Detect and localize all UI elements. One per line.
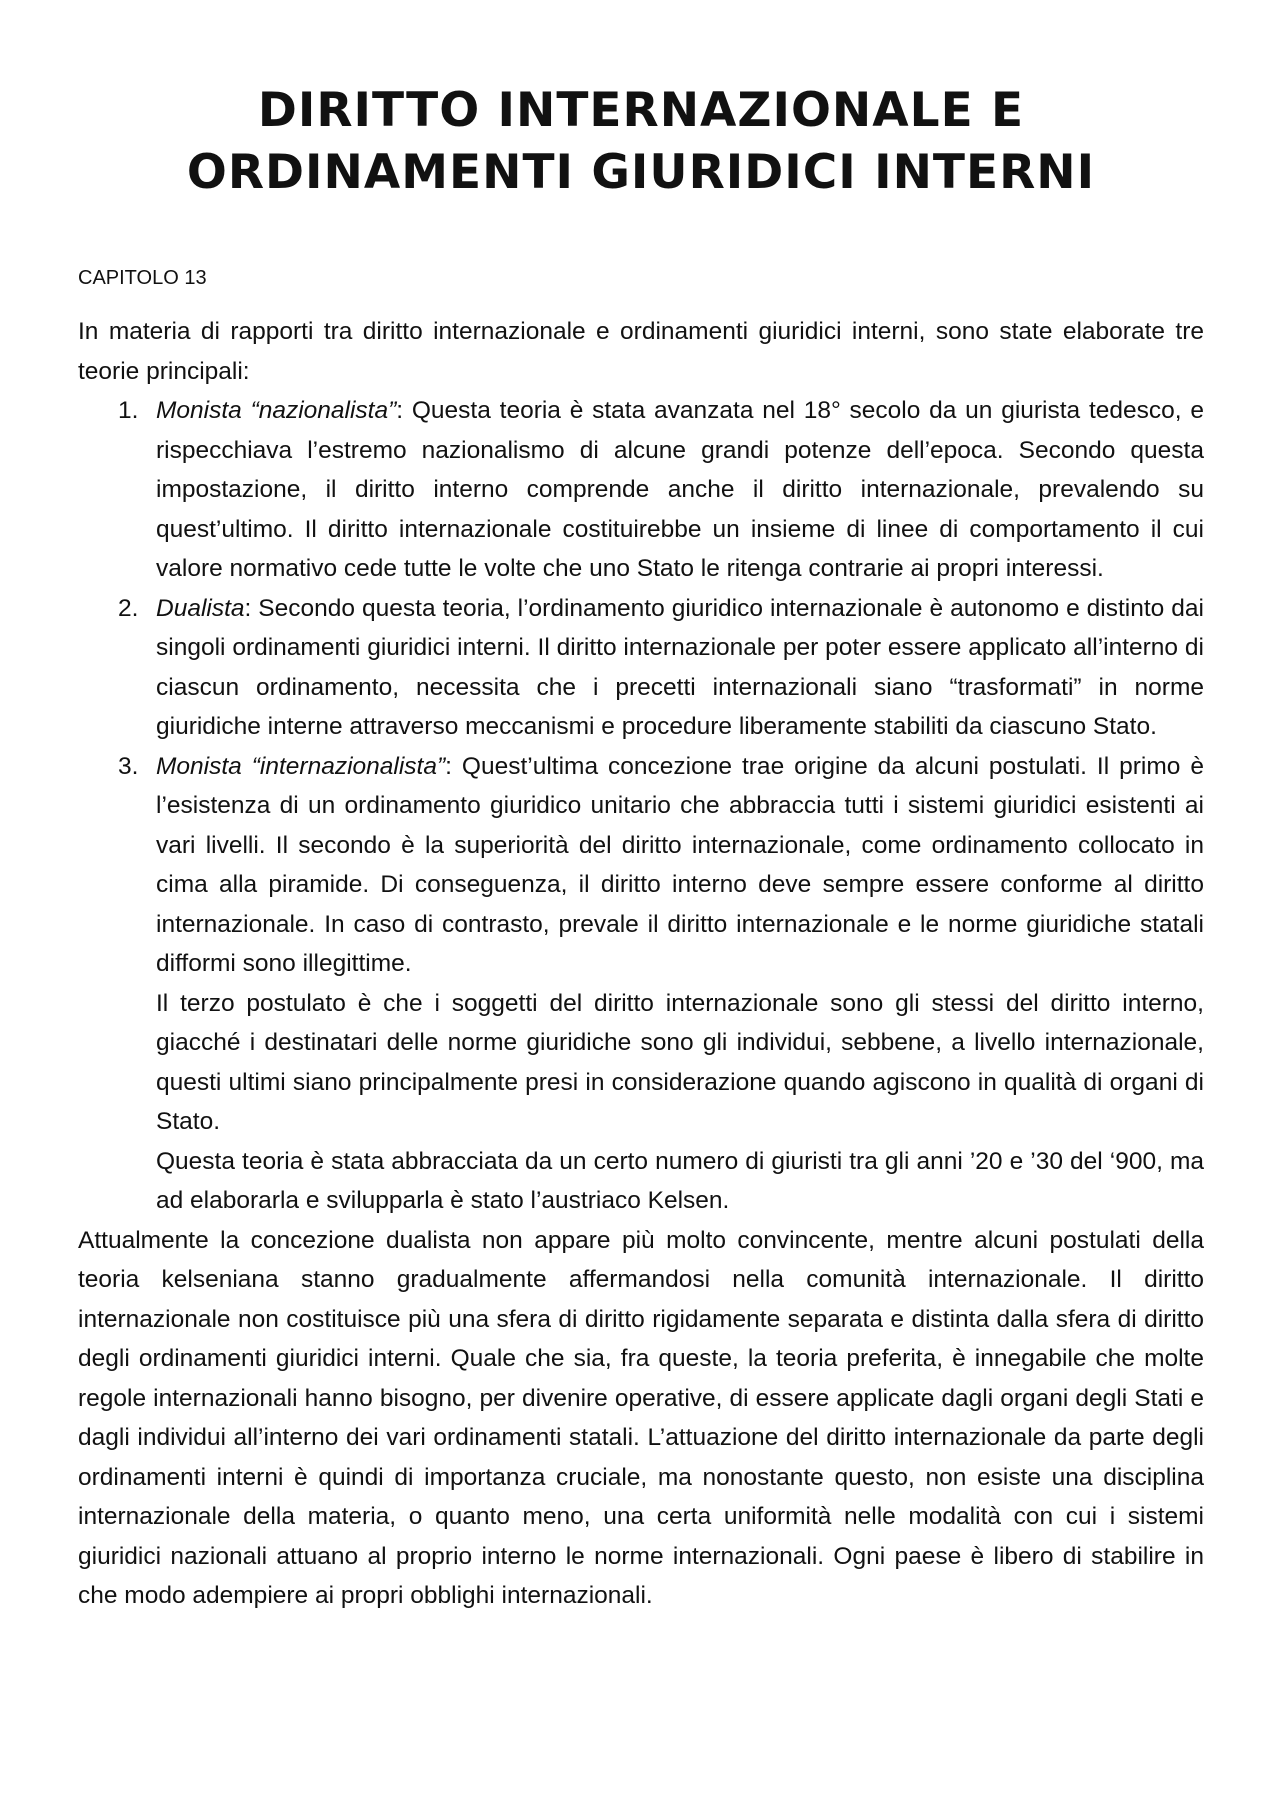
theory-3-continuation-paragraph: Questa teoria è stata abbracciata da un certo numero di giuristi tra gli anni ’20 e ’30 del ‘900, ma ad elaborarla e svilupparla è stato l’austriaco Kelsen.	[156, 1147, 1204, 1214]
intro-paragraph: In materia di rapporti tra diritto internazionale e ordinamenti giuridici interni, sono state elaborate tre teorie principali:	[78, 318, 1204, 385]
title-line-1: DIRITTO INTERNAZIONALE E	[257, 83, 1025, 138]
theory-name: Monista “nazionalista”	[156, 397, 397, 424]
theories-list	[78, 391, 1204, 984]
conclusion-paragraph: Attualmente la concezione dualista non appare più molto convincente, mentre alcuni postulati della teoria kelseniana stanno gradualmente affermandosi nella comunità internazionale. Il diritto internazionale non costituisce più una sfera di diritto rigidamente separata e distinta dalla sfera di diritto degli ordinamenti giuridici interni. Quale che sia, fra queste, la teoria preferita, è innegabile che molte regole internazionali hanno bisogno, per divenire operative, di essere applicate dagli organi degli Stati e dagli individui all’interno dei vari ordinamenti statali. L’attuazione del diritto internazionale da parte degli ordinamenti interni è quindi di importanza cruciale, ma nonostante questo, non esiste una disciplina internazionale della materia, o quanto meno, una certa uniformità nelle modalità con cui i sistemi giuridici nazionali attuano al proprio interno le norme internazionali. Ogni paese è libero di stabilire in che modo adempiere ai propri obblighi internazionali.	[78, 1226, 1204, 1609]
list-item	[78, 589, 1204, 747]
chapter-label: CAPITOLO 13	[78, 267, 207, 289]
theory-text: : Questa teoria è stata avanzata nel 18° secolo da un giurista tedesco, e rispecchiava l’estremo nazionalismo di alcune grandi potenze dell’epoca. Secondo questa impostazione, il diritto interno comprende anche il diritto internazionale, prevalendo su quest’ultimo. Il diritto internazionale costituirebbe un insieme di linee di comportamento il cui valore normativo cede tutte le volte che uno Stato le ritenga contrarie ai propri interessi.	[156, 397, 1204, 582]
list-number: 3.	[118, 752, 139, 780]
theory-3-continuation-paragraph: Il terzo postulato è che i soggetti del diritto internazionale sono gli stessi del diritto interno, giacché i destinatari delle norme giuridiche sono gli individui, sebbene, a livello internazionale, questi ultimi siano principalmente presi in considerazione quando agiscono in qualità di organi di Stato.	[156, 989, 1204, 1135]
list-item	[78, 747, 1204, 984]
theory-text: : Secondo questa teoria, l’ordinamento giuridico internazionale è autonomo e distinto dai singoli ordinamenti giuridici interni. Il diritto internazionale per poter essere applicato all’interno di ciascun ordinamento, necessita che i precetti internazionali siano “trasformati” in norme giuridiche interne attraverso meccanismi e procedure liberamente stabiliti da ciascuno Stato.	[156, 594, 1204, 740]
title-line-2: ORDINAMENTI GIURIDICI INTERNI	[186, 145, 1096, 200]
theory-text: : Quest’ultima concezione trae origine da alcuni postulati. Il primo è l’esistenza di un ordinamento giuridico unitario che abbraccia tutti i sistemi giuridici esistenti ai vari livelli. Il secondo è la superiorità del diritto internazionale, come ordinamento collocato in cima alla piramide. Di conseguenza, il diritto interno deve sempre essere conforme al diritto internazionale. In caso di contrasto, prevale il diritto internazionale e le norme giuridiche statali difformi sono illegittime.	[156, 752, 1205, 977]
document-title	[78, 80, 1204, 204]
theory-name: Monista “internazionalista”	[156, 752, 446, 780]
theory-name: Dualista	[156, 594, 245, 622]
document-page	[78, 0, 1204, 1616]
list-item	[78, 391, 1204, 589]
list-number: 1.	[118, 397, 139, 424]
list-number: 2.	[118, 594, 139, 622]
